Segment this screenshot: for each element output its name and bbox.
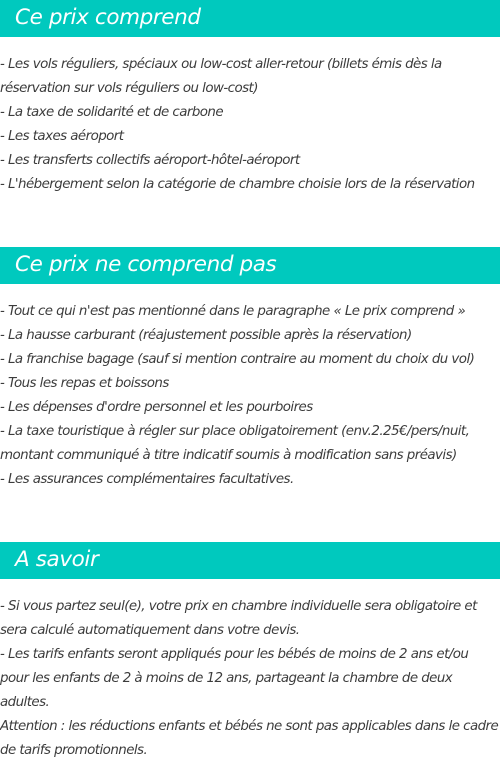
list-item: - Tout ce qui n'est pas mentionné dans le paragraphe « Le prix comprend » [0, 304, 466, 319]
list-item: - Les assurances complémentaires facultatives. [0, 472, 294, 487]
section-title: A savoir [15, 547, 99, 572]
not-included-list [0, 300, 500, 492]
list-item: - Les transferts collectifs aéroport-hôtel-aéroport [0, 153, 300, 168]
list-item: - La taxe touristique à régler sur place obligatoirement (env.2.25€/pers/nuit, montant communiqué à titre indicatif soumis à modification sans préavis) [0, 424, 470, 463]
list-item: - Les dépenses d'ordre personnel et les pourboires [0, 400, 313, 415]
list-item: - Si vous partez seul(e), votre prix en chambre individuelle sera obligatoire et sera calculé automatiquement dans votre devis. [0, 599, 477, 638]
list-item: - Tous les repas et boissons [0, 376, 169, 391]
list-item: - La franchise bagage (sauf si mention contraire au moment du choix du vol) [0, 352, 475, 367]
list-item: - Les taxes aéroport [0, 129, 124, 144]
section-title: Ce prix ne comprend pas [15, 252, 277, 277]
list-item: - Les vols réguliers, spéciaux ou low-cost aller-retour (billets émis dès la réservation sur vols réguliers ou low-cost) [0, 57, 442, 96]
list-item: - La taxe de solidarité et de carbone [0, 105, 224, 120]
section-title: Ce prix comprend [15, 5, 201, 30]
list-item: - L'hébergement selon la catégorie de chambre choisie lors de la réservation [0, 177, 475, 192]
list-item: - La hausse carburant (réajustement possible après la réservation) [0, 328, 412, 343]
good-to-know-list [0, 595, 500, 763]
included-list [0, 53, 500, 197]
section-header-bar [0, 247, 500, 284]
section-header-bar [0, 542, 500, 579]
list-item: - Les tarifs enfants seront appliqués pour les bébés de moins de 2 ans et/ou pour les enfants de 2 à moins de 12 ans, partageant la chambre de deux adultes. [0, 647, 469, 710]
list-item: Attention : les réductions enfants et bébés ne sont pas applicables dans le cadre de tarifs promotionnels. [0, 719, 499, 758]
section-header-bar [0, 0, 500, 37]
